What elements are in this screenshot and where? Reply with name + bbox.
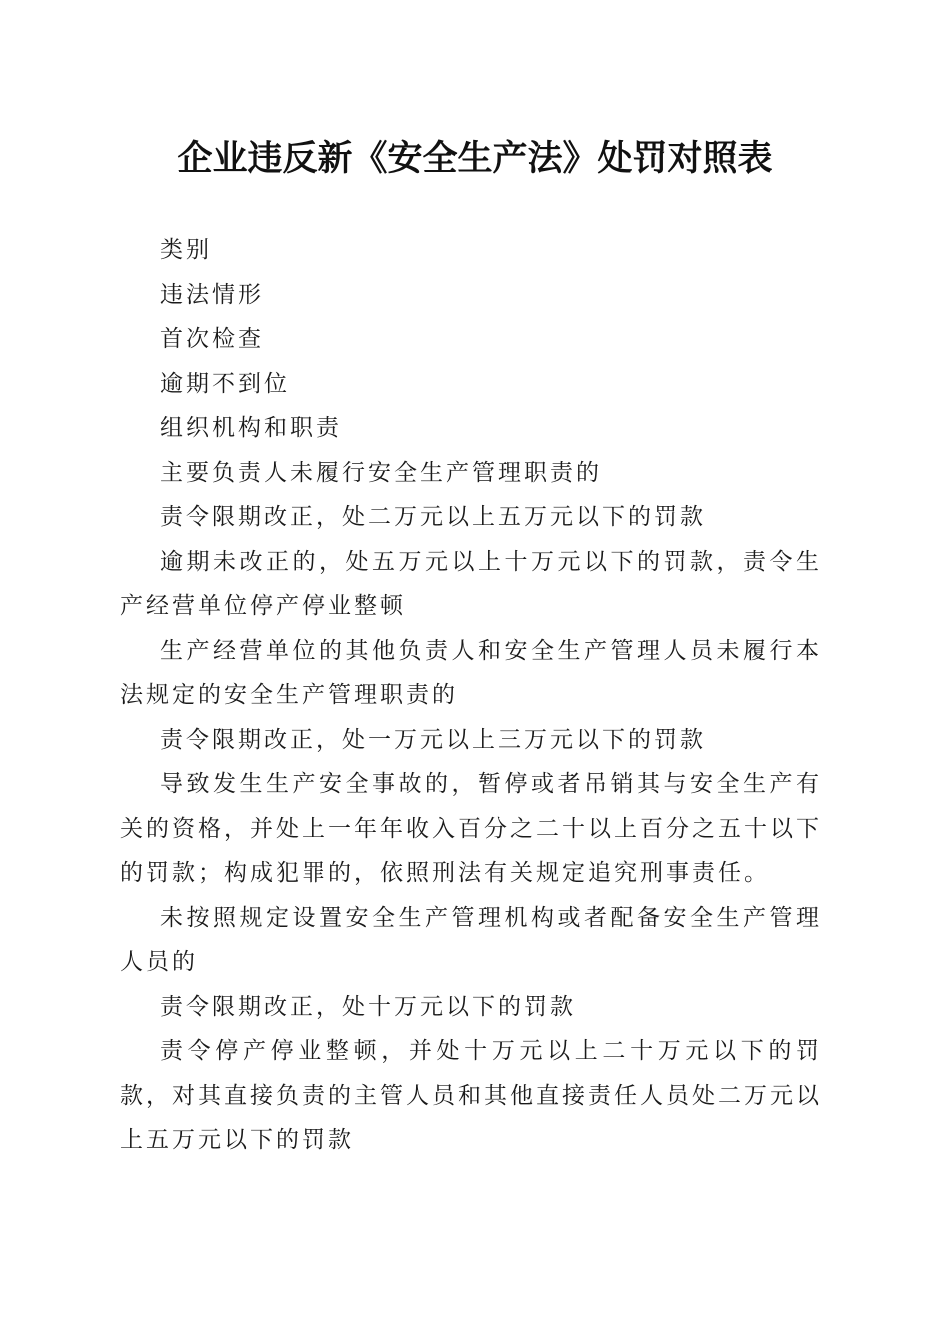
paragraph-other-leaders: 生产经营单位的其他负责人和安全生产管理人员未履行本法规定的安全生产管理职责的 [120, 637, 822, 708]
paragraph-violation: 违法情形 [160, 281, 264, 308]
paragraph-first-inspection: 首次检查 [160, 326, 264, 352]
paragraph-category: 类别 [160, 237, 212, 263]
paragraph-accident-penalty: 导致发生生产安全事故的，暂停或者吊销其与安全生产有关的资格，并处上一年年收入百分之二十以上百分之五十以下的罚款；构成犯罪的，依照刑法有关规定追究刑事责任。 [120, 771, 822, 886]
document-body [120, 228, 822, 1163]
paragraph-overdue-penalty-1: 逾期未改正的，处五万元以上十万元以下的罚款，责令生产经营单位停产停业整顿 [120, 548, 822, 619]
paragraph-no-safety-agency: 未按照规定设置安全生产管理机构或者配备安全生产管理人员的 [120, 904, 822, 975]
paragraph-penalty-3: 责令限期改正，处十万元以下的罚款 [160, 993, 576, 1020]
document-title: 企业违反新《安全生产法》处罚对照表 [177, 138, 773, 179]
paragraph-penalty-2: 责令限期改正，处一万元以上三万元以下的罚款 [160, 726, 706, 753]
paragraph-organization-duties: 组织机构和职责 [160, 415, 342, 441]
paragraph-overdue: 逾期不到位 [160, 370, 290, 397]
paragraph-main-leader: 主要负责人未履行安全生产管理职责的 [160, 459, 602, 486]
paragraph-overdue-penalty-3: 责令停产停业整顿，并处十万元以上二十万元以下的罚款，对其直接负责的主管人员和其他直接责任人员处二万元以上五万元以下的罚款 [120, 1038, 822, 1153]
paragraph-penalty-1: 责令限期改正，处二万元以上五万元以下的罚款 [160, 504, 706, 530]
